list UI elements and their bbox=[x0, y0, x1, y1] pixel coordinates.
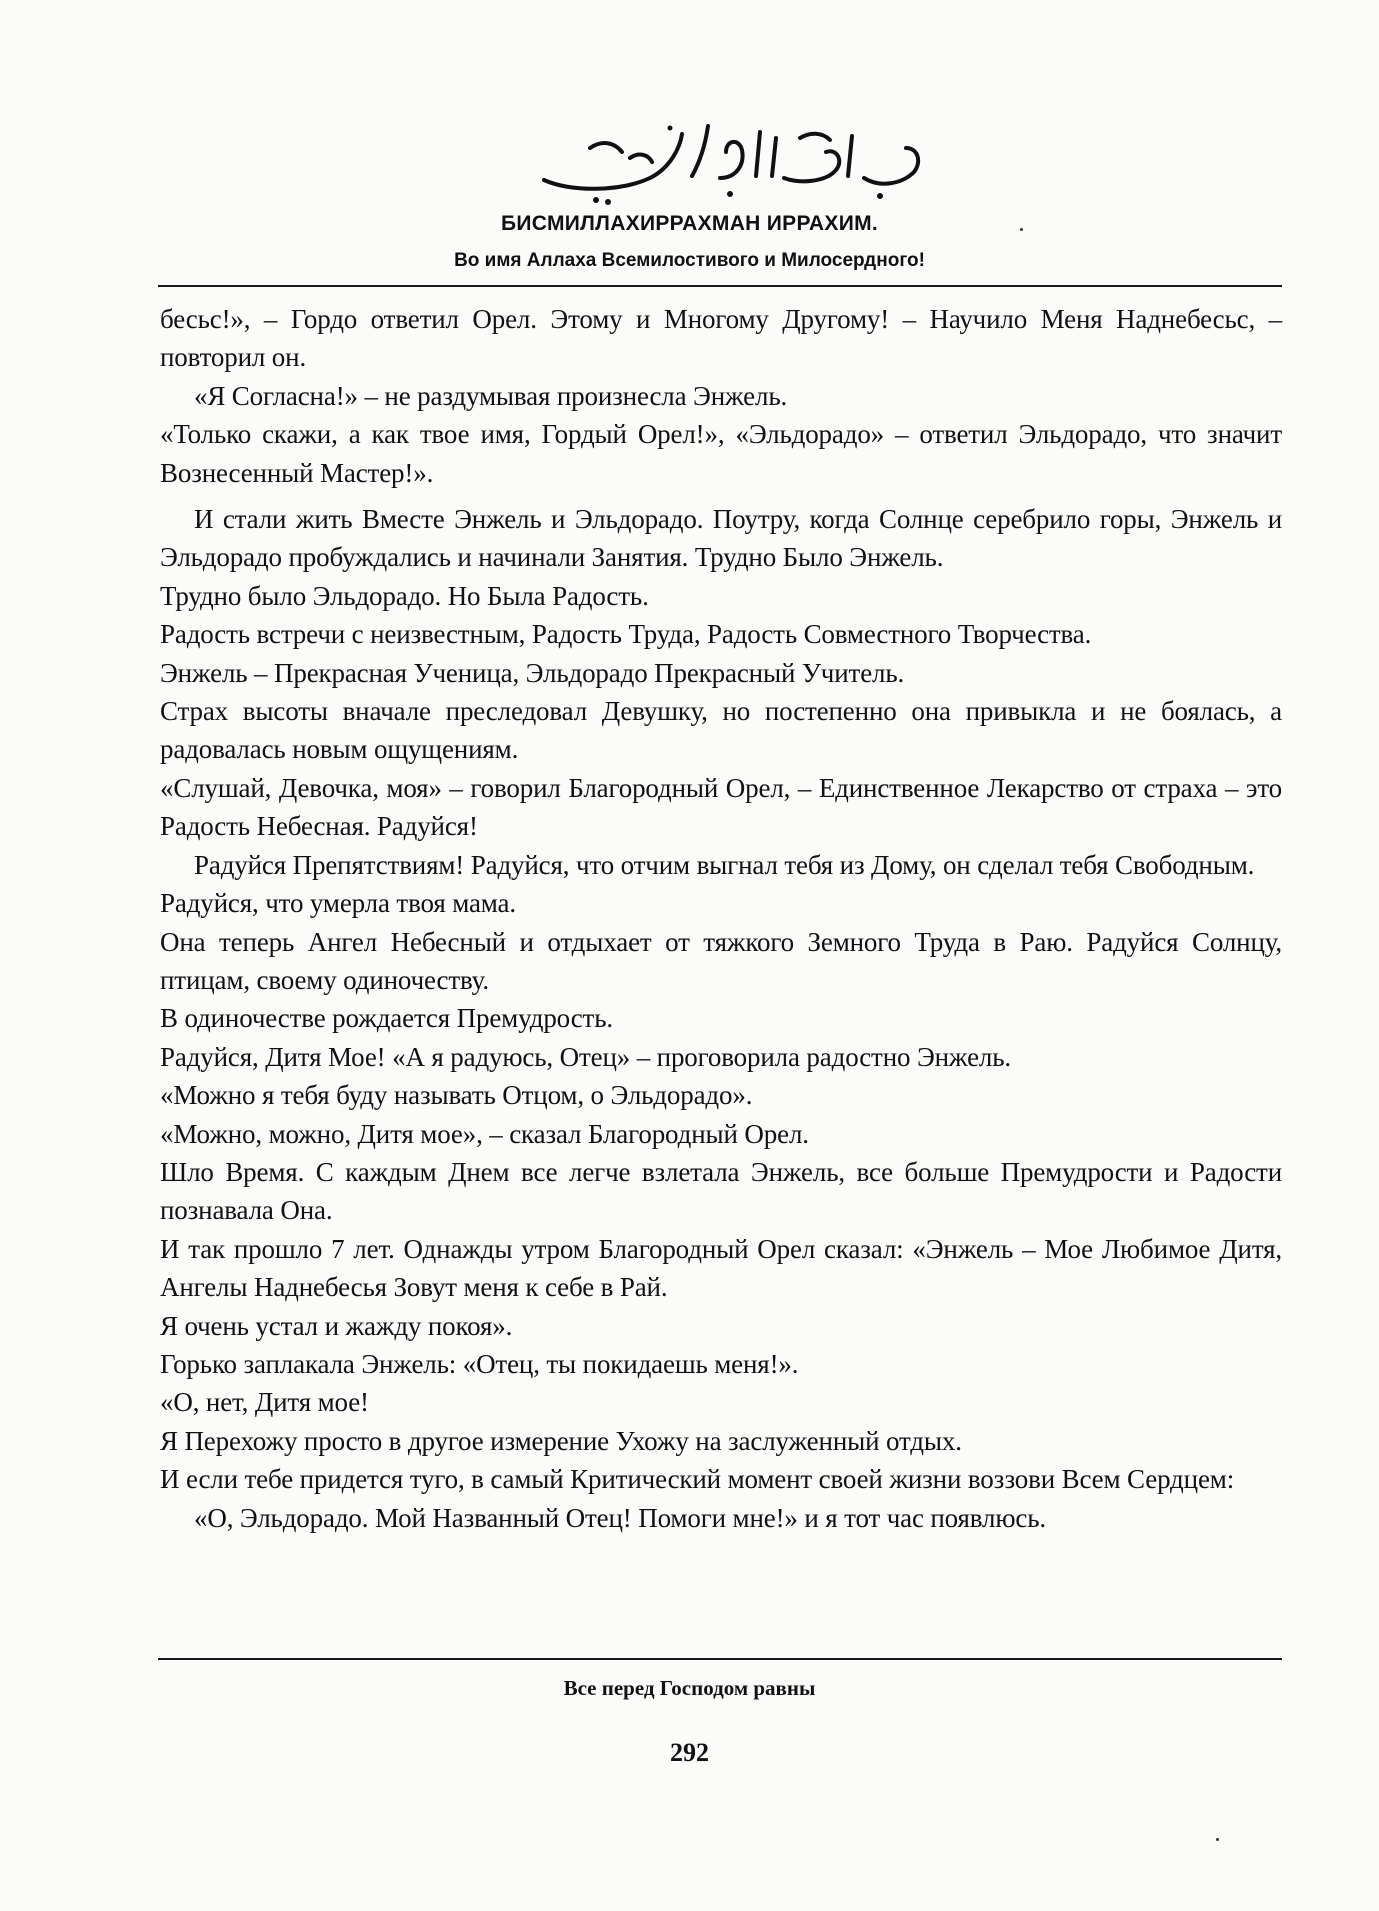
paragraph: Трудно было Эльдорадо. Но Была Радость. bbox=[160, 580, 649, 611]
paragraph: Страх высоты вначале преследовал Девушку, но постепенно она привыкла и не боялась, а радовалась новым ощущениям. bbox=[160, 696, 1282, 765]
footer-divider bbox=[158, 1658, 1282, 1660]
body-text bbox=[160, 300, 1282, 1537]
paragraph: Радуйся, что умерла твоя мама. bbox=[160, 888, 516, 919]
paragraph: И так прошло 7 лет. Однажды утром Благородный Орел сказал: «Энжель – Мое Любимое Дитя, Ангелы Наднебесья Зовут меня к себе в Рай. bbox=[160, 1233, 1282, 1303]
paragraph: «Слушай, Девочка, моя» – говорил Благородный Орел, – Единственное Лекарство от страха – это Радость Небесная. Радуйся! bbox=[160, 772, 1282, 842]
paragraph: «Я Согласна!» – не раздумывая произнесла Энжель. bbox=[194, 380, 788, 411]
paragraph: Энжель – Прекрасная Ученица, Эльдорадо Прекрасный Учитель. bbox=[160, 657, 905, 688]
scan-speck bbox=[1020, 228, 1023, 231]
paragraph: Горько заплакала Энжель: «Отец, ты покидаешь меня!». bbox=[160, 1348, 799, 1379]
paragraph: «Можно я тебя буду называть Отцом, о Эльдорадо». bbox=[160, 1080, 753, 1111]
bismillah-calligraphy-image bbox=[530, 118, 930, 208]
paragraph: И если тебе придется туго, в самый Критический момент своей жизни воззови Всем Сердцем: bbox=[160, 1464, 1235, 1495]
header-divider bbox=[158, 285, 1282, 287]
paragraph: Радость встречи с неизвестным, Радость Труда, Радость Совместного Творчества. bbox=[160, 619, 1092, 650]
paragraph: «О, Эльдорадо. Мой Названный Отец! Помоги мне!» и я тот час появлюсь. bbox=[194, 1502, 1046, 1533]
paragraph: Радуйся Препятствиям! Радуйся, что отчим выгнал тебя из Дому, он сделал тебя Свободным. bbox=[194, 849, 1255, 880]
paragraph: Шло Время. С каждым Днем все легче взлетала Энжель, все больше Премудрости и Радости познавала Она. bbox=[160, 1156, 1282, 1226]
scan-speck bbox=[1216, 1838, 1219, 1841]
running-footer-title: Все перед Господом равны bbox=[563, 1676, 816, 1700]
bismillah-translation: Во имя Аллаха Всемилостивого и Милосердного! bbox=[454, 250, 925, 271]
paragraph: Радуйся, Дитя Мое! «А я радуюсь, Отец» – проговорила радостно Энжель. bbox=[160, 1041, 1011, 1072]
paragraph: Она теперь Ангел Небесный и отдыхает от тяжкого Земного Труда в Раю. Радуйся Солнцу, птицам, своему одиночеству. bbox=[160, 926, 1282, 995]
paragraph: «Только скажи, а как твое имя, Гордый Орел!», «Эльдорадо» – ответил Эльдорадо, что значит Вознесенный Мастер!». bbox=[160, 419, 1282, 488]
paragraph: бесьс!», – Гордо ответил Орел. Этому и Многому Другому! – Научило Меня Наднебесьс, – повторил он. bbox=[160, 304, 1282, 373]
bismillah-transliteration: БИСМИЛЛАХИРРАХМАН ИРРАХИМ. bbox=[500, 212, 879, 235]
paragraph: И стали жить Вместе Энжель и Эльдорадо. Поутру, когда Солнце серебрило горы, Энжель и Эльдорадо пробуждались и начинали Занятия. Трудно Было Энжель. bbox=[160, 504, 1282, 573]
paragraph: «О, нет, Дитя мое! bbox=[160, 1387, 369, 1418]
paragraph: Я Перехожу просто в другое измерение Ухожу на заслуженный отдых. bbox=[160, 1425, 962, 1456]
paragraph: Я очень устал и жажду покоя». bbox=[160, 1310, 513, 1341]
paragraph: «Можно, можно, Дитя мое», – сказал Благородный Орел. bbox=[160, 1118, 809, 1149]
page-number: 292 bbox=[670, 1738, 709, 1767]
paragraph: В одиночестве рождается Премудрость. bbox=[160, 1003, 613, 1034]
